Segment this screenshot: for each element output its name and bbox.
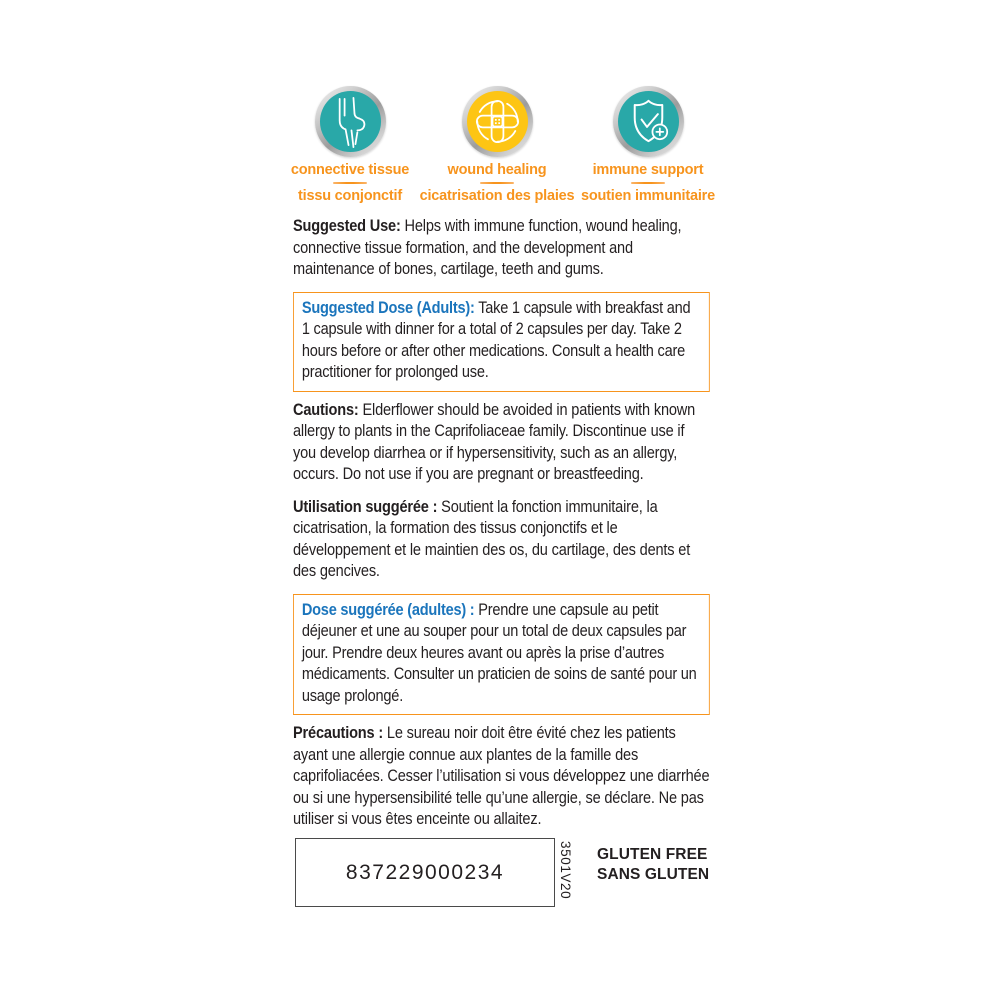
gluten-free-claim — [597, 845, 709, 885]
benefit-label-en: immune support — [592, 162, 704, 178]
cautions-body: Elderflower should be avoided in patients with known allergy to plants in the Caprifoliaceae family. Discontinue use if you develop diarrhea or if hypersensitivity, such as an allergy, occurs. Do not use if you are pregnant or breastfeeding. — [293, 400, 696, 483]
upc-barcode-box — [295, 838, 555, 907]
bandage-icon — [462, 86, 533, 157]
benefit-label-fr: cicatrisation des plaies — [419, 188, 575, 204]
precautions-body: Le sureau noir doit être évité chez les patients ayant une allergie connue aux plantes de la famille des caprifoliacées. Cesser l’utilisation si vous développez une diarrhée ou si une hypersensibilité telle qu’une allergie, se déclare. Ne pas utiliser si vous êtes enceinte ou allaitez. — [293, 724, 710, 828]
suggested-dose-heading: Suggested Dose (Adults): — [301, 298, 475, 317]
benefit-label-en: wound healing — [447, 162, 547, 178]
suggested-use-section — [293, 216, 710, 281]
upc-number: 837229000234 — [345, 860, 505, 884]
suggested-dose-body: Take 1 capsule with breakfast and 1 capsule with dinner for a total of 2 capsules per day. Take 2 hours before or after other medications. Consult a health care practitioner for prolonged use. — [301, 298, 691, 381]
label-divider — [333, 182, 367, 184]
shield-check-icon — [613, 86, 684, 157]
gluten-free-fr: SANS GLUTEN — [597, 866, 710, 883]
label-divider — [631, 182, 665, 184]
cautions-heading: Cautions: — [293, 400, 359, 419]
suggested-use-body: Helps with immune function, wound healing, connective tissue formation, and the development and maintenance of bones, cartilage, teeth and gums. — [293, 217, 682, 278]
benefit-label-fr: tissu conjonctif — [298, 188, 402, 204]
suggested-dose-section — [302, 298, 701, 384]
dose-suggeree-heading: Dose suggérée (adultes) : — [301, 600, 475, 619]
label-divider — [480, 182, 514, 184]
utilisation-suggeree-heading: Utilisation suggérée : — [293, 497, 438, 516]
benefit-label-fr: soutien immunitaire — [581, 188, 715, 204]
lot-code: 3501V20 — [558, 841, 573, 900]
benefit-connective-tissue — [265, 86, 435, 204]
knee-joint-icon — [315, 86, 386, 157]
cautions-section — [293, 400, 710, 486]
utilisation-suggeree-body: Soutient la fonction immunitaire, la cicatrisation, la formation des tissus conjonctifs et le développement et le maintien des os, du cartilage, des dents et des gencives. — [293, 497, 691, 580]
label-text-column — [293, 216, 710, 842]
benefit-wound-healing — [412, 86, 582, 204]
dose-suggeree-box — [293, 594, 710, 716]
precautions-heading: Précautions : — [293, 724, 384, 742]
dose-suggeree-body: Prendre une capsule au petit déjeuner et une au souper pour un total de deux capsules par jour. Prendre deux heures avant ou après la prise d’autres médicaments. Consulter un praticien de soins de santé pour un usage prolongé. — [301, 600, 697, 705]
benefit-label-en: connective tissue — [290, 162, 410, 178]
suggested-use-heading: Suggested Use: — [293, 217, 401, 235]
dose-suggeree-section — [302, 600, 701, 708]
precautions-section — [293, 723, 710, 831]
utilisation-suggeree-section — [293, 497, 710, 583]
gluten-free-en: GLUTEN FREE — [597, 846, 708, 863]
benefit-immune-support — [563, 86, 733, 204]
suggested-dose-box — [293, 292, 710, 392]
